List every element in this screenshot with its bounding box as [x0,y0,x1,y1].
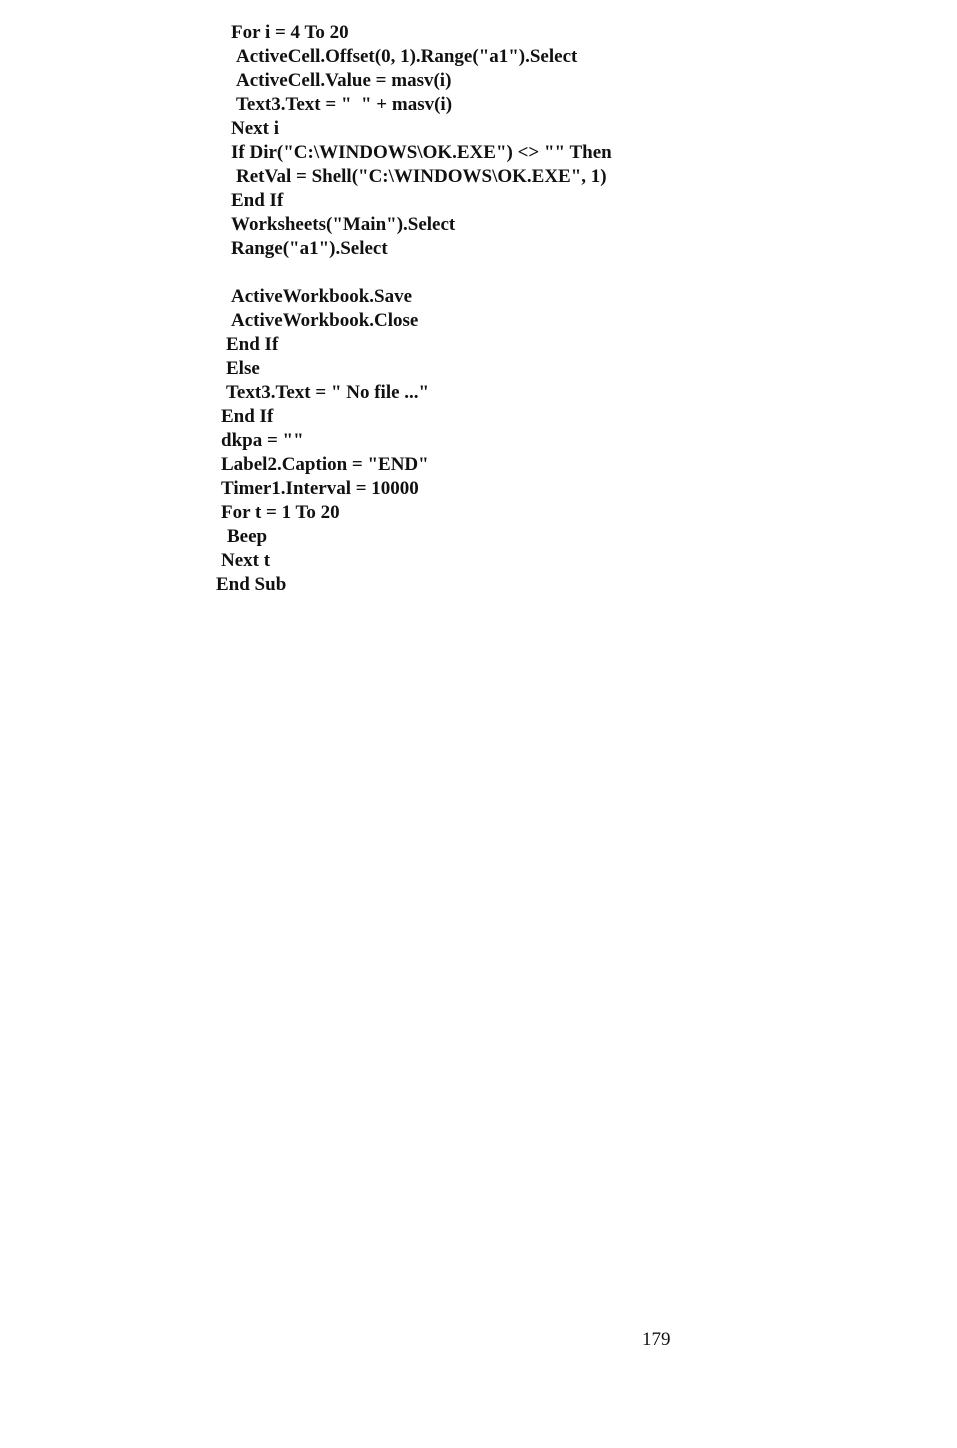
code-line: For i = 4 To 20 [231,22,349,43]
code-line: dkpa = "" [221,430,304,451]
code-line: End If [221,406,274,427]
code-line: ActiveCell.Value = masv(i) [236,70,452,91]
code-line: End Sub [216,574,287,595]
code-line: Label2.Caption = "END" [221,454,429,475]
code-line: Range("a1").Select [231,238,388,259]
code-line: End If [231,190,284,211]
code-line: Timer1.Interval = 10000 [221,478,419,499]
code-line: ActiveCell.Offset(0, 1).Range("a1").Select [236,46,578,67]
code-line: RetVal = Shell("C:\WINDOWS\OK.EXE", 1) [236,166,607,187]
code-line: If Dir("C:\WINDOWS\OK.EXE") <> "" Then [231,142,612,163]
code-line: Text3.Text = " No file ..." [226,382,430,403]
code-line: Next t [221,550,271,571]
code-line: End If [226,334,279,355]
code-line: For t = 1 To 20 [221,502,340,523]
page-number: 179 [642,1329,671,1350]
code-line: Text3.Text = " " + masv(i) [236,94,453,115]
code-line: Worksheets("Main").Select [231,214,456,235]
code-line: Beep [227,526,268,547]
code-line: ActiveWorkbook.Save [231,286,413,307]
code-line: Next i [231,118,280,139]
code-line: Else [226,358,260,379]
code-line: ActiveWorkbook.Close [231,310,419,331]
